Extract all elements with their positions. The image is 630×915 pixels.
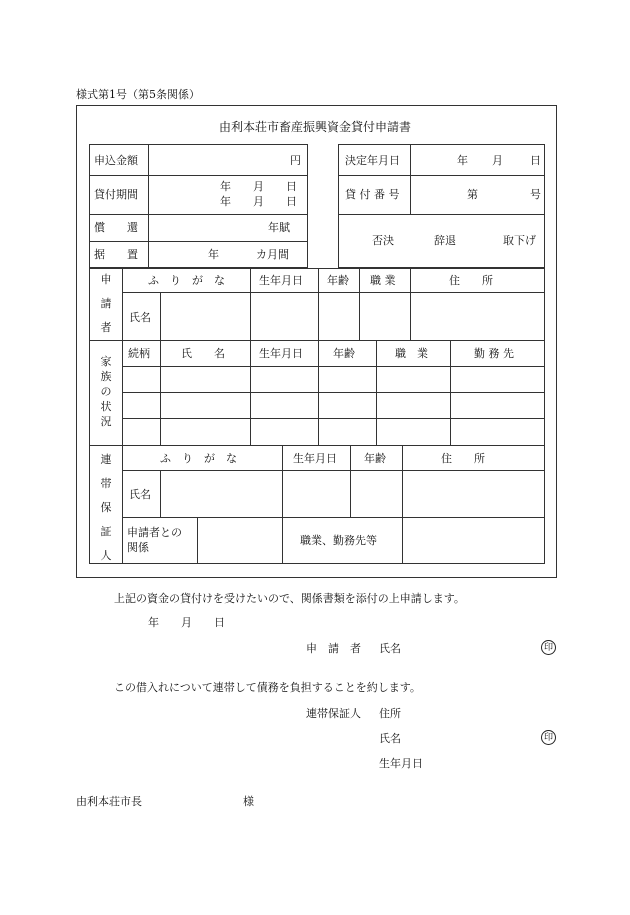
family-birthdate-header: 生年月日 <box>259 347 303 360</box>
family-occupation-header: 職 業 <box>395 347 428 360</box>
guarantor-relation-line1: 申請者との <box>127 526 182 539</box>
applicant-section-label: 申 請 者 <box>100 273 112 334</box>
applicant-birthdate-header: 生年月日 <box>259 274 303 287</box>
guarantor-relation-line2: 関係 <box>127 541 149 554</box>
decision-date-day: 日 <box>530 154 541 167</box>
guarantor-address-header: 住 所 <box>441 452 485 465</box>
applicant-occupation-header: 職 業 <box>370 274 396 287</box>
family-name-header: 氏 名 <box>181 347 225 360</box>
status-withdrawn: 取下げ <box>503 234 536 247</box>
repayment-label: 償 還 <box>94 221 138 234</box>
guarantor-occupation-label: 職業、勤務先等 <box>300 534 377 547</box>
guarantor-birthdate-header: 生年月日 <box>293 452 337 465</box>
applicant-sign-label: 申 請 者 <box>306 642 361 655</box>
applicant-furigana-header: ふ り が な <box>148 274 225 287</box>
guarantor-sign-label: 連帯保証人 <box>306 707 361 720</box>
form-number: 様式第1号（第5条関係） <box>76 88 200 101</box>
grace-months: カ月間 <box>256 248 289 261</box>
status-declined: 辞退 <box>434 234 456 247</box>
applicant-sign-name-label: 氏名 <box>379 642 401 655</box>
guarantor-sign-birthdate-label: 生年月日 <box>379 757 423 770</box>
family-relation-header: 続柄 <box>128 347 150 360</box>
family-age-header: 年齢 <box>333 347 355 360</box>
statement-guarantee: この借入れについて連帯して債務を負担することを約します。 <box>114 681 421 694</box>
applicant-age-header: 年齢 <box>327 274 349 287</box>
addressee: 由利本荘市長 <box>76 795 142 808</box>
addressee-suffix: 様 <box>243 795 254 808</box>
decision-date-label: 決定年月日 <box>345 154 400 167</box>
guarantor-seal-icon: 印 <box>541 730 556 745</box>
guarantor-age-header: 年齢 <box>364 452 386 465</box>
guarantor-sign-address-label: 住所 <box>379 707 401 720</box>
applicant-address-header: 住 所 <box>449 274 493 287</box>
application-date: 年 月 日 <box>148 616 225 629</box>
grace-year: 年 <box>208 248 219 261</box>
amount-label: 申込金額 <box>94 154 138 167</box>
loan-number-prefix: 第 <box>467 188 478 201</box>
loan-number-label: 貸 付 番 号 <box>345 188 400 201</box>
applicant-seal-icon: 印 <box>541 640 556 655</box>
loan-number-suffix: 号 <box>530 188 541 201</box>
period-start: 年 月 日 <box>220 180 297 193</box>
guarantor-section-label: 連 帯 保 証 人 <box>100 453 112 562</box>
form-title: 由利本荘市畜産振興資金貸付申請書 <box>218 120 411 134</box>
decision-date-month: 月 <box>492 154 503 167</box>
grace-label: 据 置 <box>94 248 138 261</box>
family-workplace-header: 勤 務 先 <box>474 347 514 360</box>
guarantor-name-label: 氏名 <box>129 488 151 501</box>
status-rejected: 否決 <box>372 234 394 247</box>
decision-date-year: 年 <box>457 154 468 167</box>
applicant-name-label: 氏名 <box>129 311 151 324</box>
repayment-unit: 年賦 <box>268 221 290 234</box>
amount-unit: 円 <box>290 154 301 167</box>
statement-apply: 上記の資金の貸付けを受けたいので、関係書類を添付の上申請します。 <box>114 592 465 605</box>
main-table <box>89 268 545 564</box>
period-end: 年 月 日 <box>220 195 297 208</box>
guarantor-sign-name-label: 氏名 <box>379 732 401 745</box>
guarantor-furigana-header: ふ り が な <box>160 452 237 465</box>
period-label: 貸付期間 <box>94 188 138 201</box>
family-section-label: 家 族 の 状 況 <box>100 355 112 428</box>
